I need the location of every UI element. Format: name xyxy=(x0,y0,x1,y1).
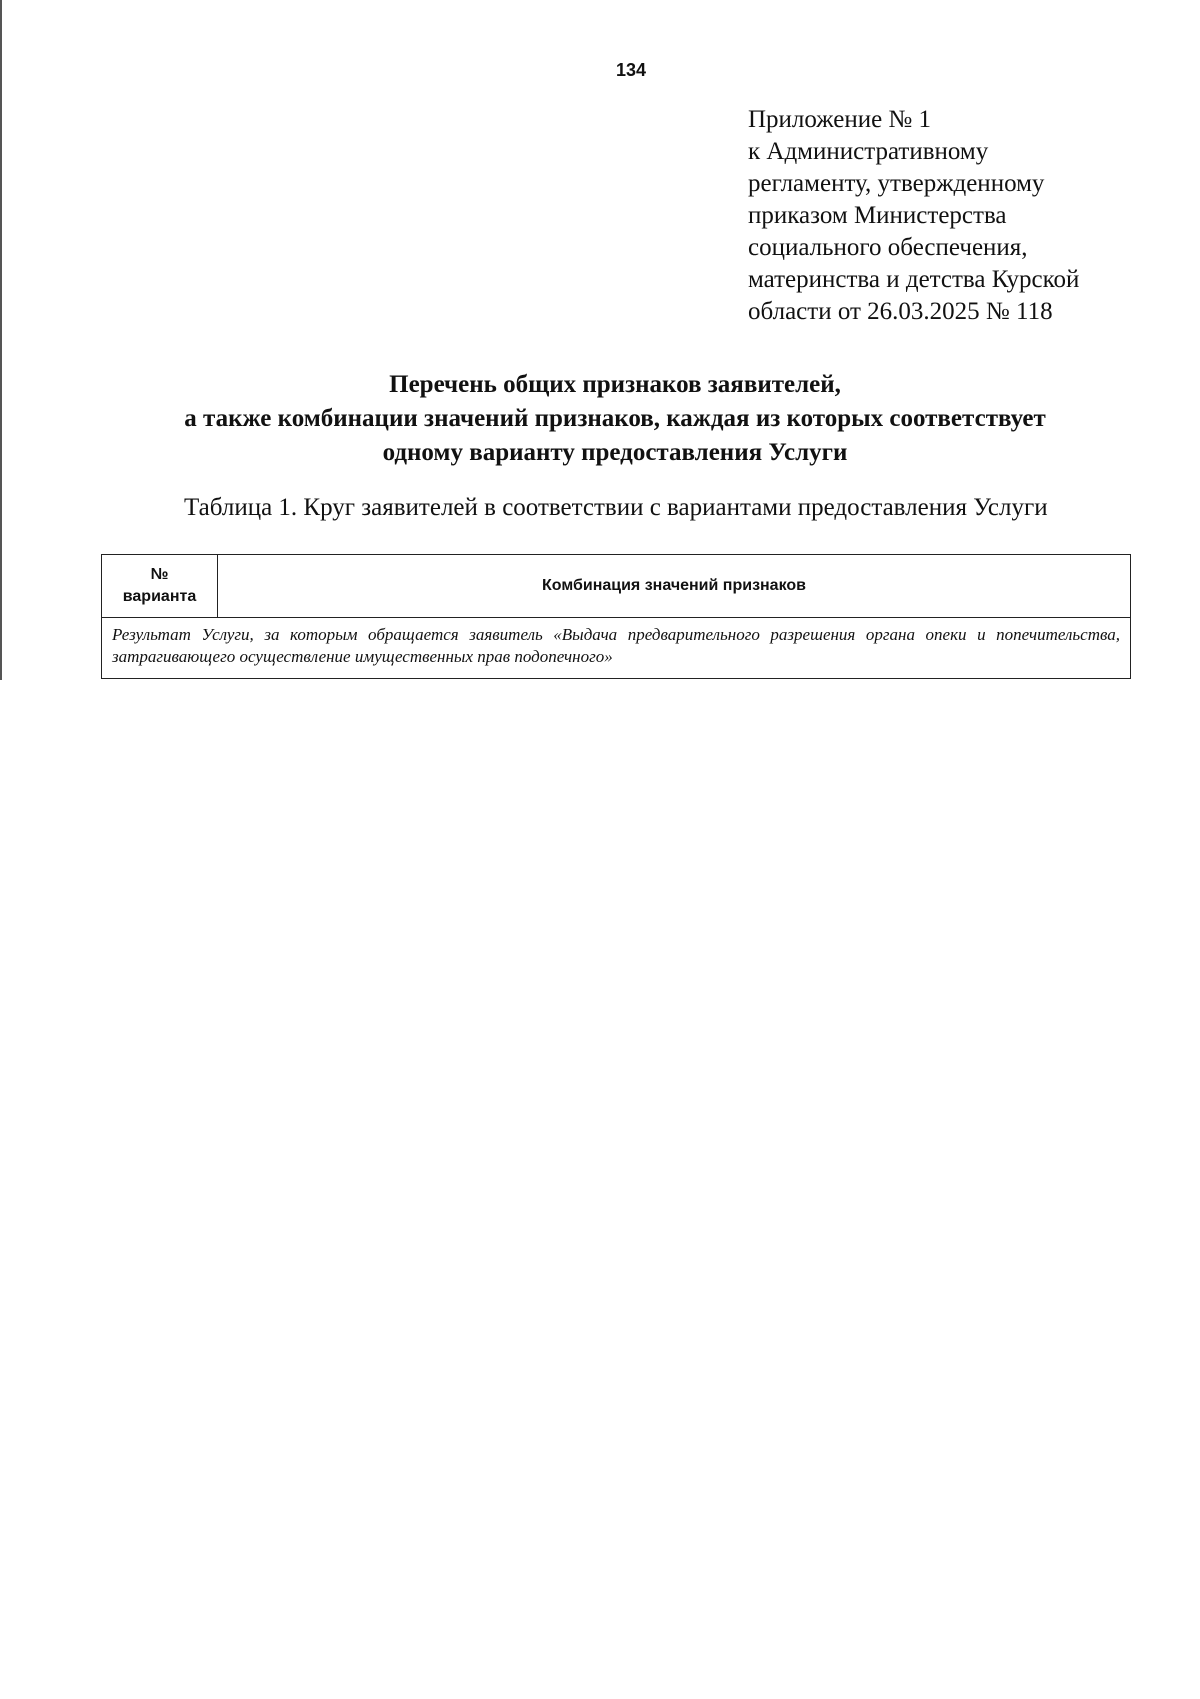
title-line: а также комбинации значений признаков, каждая из которых соответствует xyxy=(184,405,1046,432)
header-variant-number-label: варианта xyxy=(122,588,197,605)
header-combination: Комбинация значений признаков xyxy=(218,555,1131,618)
annex-line: материнства и детства Курской xyxy=(748,266,1080,293)
variants-table xyxy=(101,554,1131,679)
document-title xyxy=(100,368,1130,470)
header-variant-number-symbol: № xyxy=(150,566,169,583)
annex-line: приказом Министерства xyxy=(748,202,1007,229)
annex-line: Приложение № 1 xyxy=(748,106,932,133)
table-row xyxy=(102,618,1131,679)
header-variant-number xyxy=(102,555,218,618)
annex-block xyxy=(748,104,1178,328)
table-caption: Таблица 1. Круг заявителей в соответствии с вариантами предоставления Услуги xyxy=(184,494,1048,521)
page-edge-line xyxy=(0,0,2,680)
annex-line: к Административному xyxy=(748,138,989,165)
annex-line: социального обеспечения, xyxy=(748,234,1028,261)
page-number: 134 xyxy=(615,60,647,80)
title-line: одному варианту предоставления Услуги xyxy=(382,439,848,466)
annex-line: области от 26.03.2025 № 118 xyxy=(748,298,1053,325)
table-header-row xyxy=(102,555,1131,618)
annex-line: регламенту, утвержденному xyxy=(748,170,1045,197)
result-row-text: Результат Услуги, за которым обращается заявитель «Выдача предварительного разрешения органа опеки и попечительства, затрагивающего осуществление имущественных прав подопечного» xyxy=(102,618,1131,679)
title-line: Перечень общих признаков заявителей, xyxy=(389,371,841,398)
